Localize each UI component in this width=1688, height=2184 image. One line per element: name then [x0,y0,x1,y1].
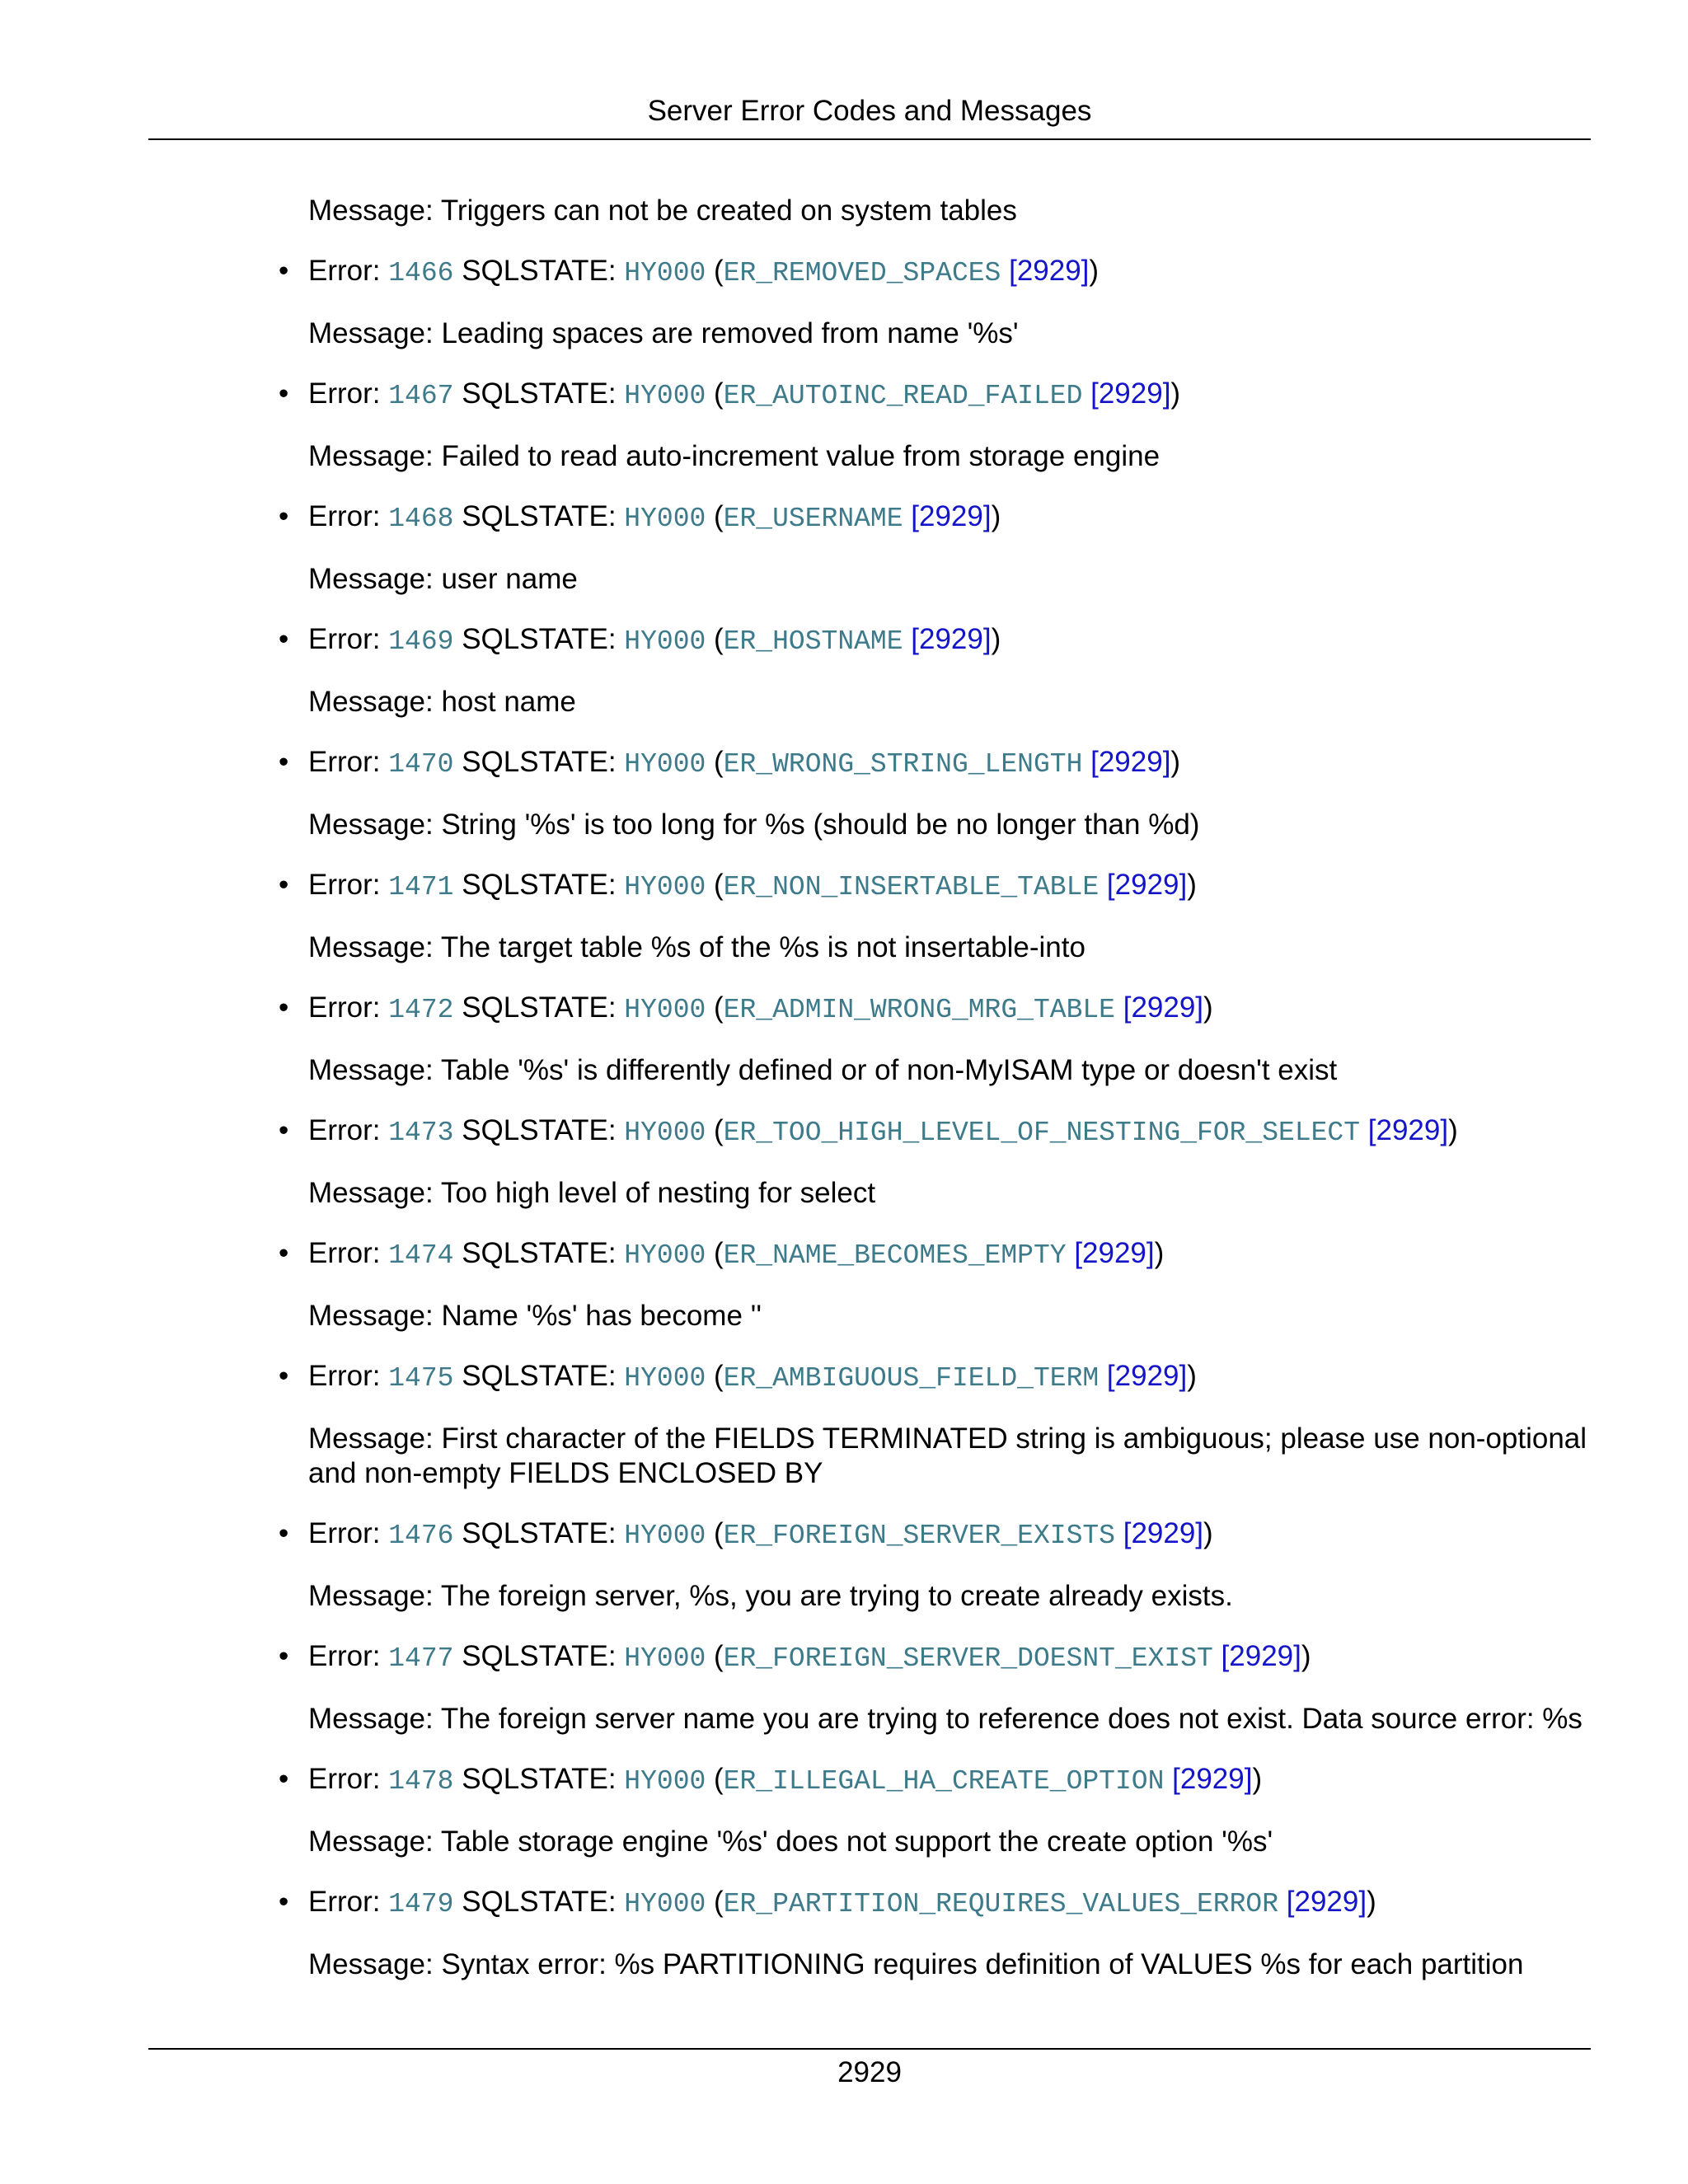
sqlstate-value[interactable]: HY000 [624,1889,706,1919]
error-label: Error: [308,991,389,1024]
page-reference-link[interactable]: [2929] [1123,991,1204,1024]
sqlstate-value[interactable]: HY000 [624,749,706,780]
sqlstate-value[interactable]: HY000 [624,1118,706,1148]
error-symbol[interactable]: ER_PARTITION_REQUIRES_VALUES_ERROR [723,1889,1279,1919]
page-reference-link[interactable]: [2929] [1172,1763,1253,1795]
error-message: Message: host name [308,686,576,718]
error-message: Message: Leading spaces are removed from name '%s' [308,317,1019,349]
error-label: Error: [308,255,389,287]
error-symbol[interactable]: ER_USERNAME [723,504,903,534]
sqlstate-label: SQLSTATE: [462,991,625,1024]
error-label: Error: [308,1640,389,1672]
error-code[interactable]: 1473 [388,1118,454,1148]
error-code[interactable]: 1477 [388,1643,454,1674]
error-line: • Error: 1466 SQLSTATE: HY000 (ER_REMOVED_SPACES [2929]) [279,255,1100,288]
error-message: Message: String '%s' is too long for %s (should be no longer than %d) [308,808,1200,841]
page-number: 2929 [837,2056,902,2088]
error-message: Message: user name [308,563,578,595]
bullet-icon: • [279,623,289,655]
page-reference-link[interactable]: [2929] [1106,1360,1188,1392]
error-line: • Error: 1469 SQLSTATE: HY000 (ER_HOSTNAME [2929]) [279,623,1001,657]
sqlstate-value[interactable]: HY000 [624,872,706,902]
error-message: Message: Name '%s' has become '' [308,1300,762,1332]
error-entry [279,1885,1591,1982]
error-entry [279,254,1591,351]
page-reference-link[interactable]: [2929] [1090,377,1171,410]
page-reference-link[interactable]: [2929] [1123,1517,1204,1549]
error-label: Error: [308,1886,389,1918]
error-code[interactable]: 1466 [388,258,454,288]
error-message: Message: The target table %s of the %s is not insertable-into [308,931,1085,963]
bullet-icon: • [279,500,289,532]
sqlstate-value[interactable]: HY000 [624,626,706,657]
sqlstate-value[interactable]: HY000 [624,504,706,534]
error-label: Error: [308,1763,389,1795]
bullet-icon: • [279,255,289,287]
error-label: Error: [308,1517,389,1549]
sqlstate-label: SQLSTATE: [462,255,625,287]
sqlstate-value[interactable]: HY000 [624,1766,706,1797]
error-line: • Error: 1478 SQLSTATE: HY000 (ER_ILLEGAL_HA_CREATE_OPTION [2929]) [279,1763,1263,1797]
error-entry [279,991,1591,1088]
sqlstate-label: SQLSTATE: [462,1114,625,1146]
sqlstate-label: SQLSTATE: [462,869,625,901]
error-message: Message: Failed to read auto-increment value from storage engine [308,440,1160,472]
error-code[interactable]: 1471 [388,872,454,902]
page-reference-link[interactable]: [2929] [1009,255,1090,287]
error-line: • Error: 1471 SQLSTATE: HY000 (ER_NON_INSERTABLE_TABLE [2929]) [279,869,1197,902]
error-symbol[interactable]: ER_TOO_HIGH_LEVEL_OF_NESTING_FOR_SELECT [723,1118,1361,1148]
sqlstate-value[interactable]: HY000 [624,381,706,411]
error-message: Message: Syntax error: %s PARTITIONING requires definition of VALUES %s for each partition [308,1948,1524,1980]
bullet-icon: • [279,1114,289,1146]
error-symbol[interactable]: ER_REMOVED_SPACES [723,258,1001,288]
error-symbol[interactable]: ER_HOSTNAME [723,626,903,657]
error-line: • Error: 1474 SQLSTATE: HY000 (ER_NAME_BECOMES_EMPTY [2929]) [279,1237,1165,1271]
error-entry [279,1113,1591,1211]
error-label: Error: [308,1360,389,1392]
bullet-icon: • [279,746,289,778]
error-entry [279,1639,1591,1736]
error-label: Error: [308,1114,389,1146]
error-symbol[interactable]: ER_AUTOINC_READ_FAILED [723,381,1083,411]
error-symbol[interactable]: ER_ADMIN_WRONG_MRG_TABLE [723,995,1115,1025]
error-symbol[interactable]: ER_ILLEGAL_HA_CREATE_OPTION [723,1766,1165,1797]
error-list-content [279,194,1591,1982]
error-code[interactable]: 1476 [388,1521,454,1551]
error-entry [279,868,1591,965]
header-rule [148,138,1591,140]
error-message: Message: First character of the FIELDS TERMINATED string is ambiguous; please use non-optional and non-empty FIELDS ENCLOSED BY [308,1422,1587,1489]
error-code[interactable]: 1474 [388,1240,454,1271]
bullet-icon: • [279,1517,289,1549]
error-label: Error: [308,1237,389,1269]
error-line: • Error: 1473 SQLSTATE: HY000 (ER_TOO_HIGH_LEVEL_OF_NESTING_FOR_SELECT [2929]) [279,1114,1458,1148]
error-entry [279,745,1591,842]
error-line: • Error: 1479 SQLSTATE: HY000 (ER_PARTITION_REQUIRES_VALUES_ERROR [2929]) [279,1886,1376,1919]
error-code[interactable]: 1467 [388,381,454,411]
sqlstate-value[interactable]: HY000 [624,995,706,1025]
error-symbol[interactable]: ER_NON_INSERTABLE_TABLE [723,872,1100,902]
error-symbol[interactable]: ER_NAME_BECOMES_EMPTY [723,1240,1067,1271]
error-line: • Error: 1470 SQLSTATE: HY000 (ER_WRONG_STRING_LENGTH [2929]) [279,746,1181,780]
error-line: • Error: 1467 SQLSTATE: HY000 (ER_AUTOINC_READ_FAILED [2929]) [279,377,1181,411]
error-message: Message: Table '%s' is differently defined or of non-MyISAM type or doesn't exist [308,1054,1338,1086]
sqlstate-label: SQLSTATE: [462,1763,625,1795]
error-line: • Error: 1476 SQLSTATE: HY000 (ER_FOREIGN_SERVER_EXISTS [2929]) [279,1517,1213,1551]
error-line: • Error: 1477 SQLSTATE: HY000 (ER_FOREIGN_SERVER_DOESNT_EXIST [2929]) [279,1640,1311,1674]
sqlstate-label: SQLSTATE: [462,1237,625,1269]
bullet-icon: • [279,1237,289,1269]
error-code[interactable]: 1469 [388,626,454,657]
sqlstate-value[interactable]: HY000 [624,1363,706,1394]
error-message: Message: The foreign server name you are trying to reference does not exist. Data source error: %s [308,1703,1582,1735]
error-line: • Error: 1475 SQLSTATE: HY000 (ER_AMBIGUOUS_FIELD_TERM [2929]) [279,1360,1197,1394]
sqlstate-value[interactable]: HY000 [624,1521,706,1551]
error-code[interactable]: 1472 [388,995,454,1025]
error-entry [279,377,1591,474]
bullet-icon: • [279,1886,289,1918]
error-entry [279,1762,1591,1859]
error-symbol[interactable]: ER_FOREIGN_SERVER_DOESNT_EXIST [723,1643,1213,1674]
bullet-icon: • [279,1640,289,1672]
sqlstate-label: SQLSTATE: [462,1640,625,1672]
sqlstate-label: SQLSTATE: [462,500,625,532]
error-entry-list [279,254,1591,1982]
page-reference-link[interactable]: [2929] [1106,869,1188,901]
page-header-title: Server Error Codes and Messages [647,95,1092,127]
sqlstate-value[interactable]: HY000 [624,258,706,288]
bullet-icon: • [279,1763,289,1795]
error-entry [279,1516,1591,1614]
error-message: Message: Too high level of nesting for select [308,1177,876,1209]
sqlstate-value[interactable]: HY000 [624,1240,706,1271]
page-reference-link[interactable]: [2929] [911,500,992,532]
error-label: Error: [308,500,389,532]
sqlstate-label: SQLSTATE: [462,1360,625,1392]
error-line: • Error: 1472 SQLSTATE: HY000 (ER_ADMIN_WRONG_MRG_TABLE [2929]) [279,991,1213,1025]
sqlstate-label: SQLSTATE: [462,1517,625,1549]
error-label: Error: [308,746,389,778]
error-symbol[interactable]: ER_WRONG_STRING_LENGTH [723,749,1083,780]
error-label: Error: [308,869,389,901]
error-entry [279,1359,1591,1491]
error-symbol[interactable]: ER_AMBIGUOUS_FIELD_TERM [723,1363,1100,1394]
error-code[interactable]: 1470 [388,749,454,780]
error-code[interactable]: 1478 [388,1766,454,1797]
bullet-icon: • [279,991,289,1024]
page-reference-link[interactable]: [2929] [911,623,992,655]
sqlstate-label: SQLSTATE: [462,377,625,410]
error-message: Message: Table storage engine '%s' does not support the create option '%s' [308,1825,1273,1858]
error-label: Error: [308,623,389,655]
bullet-icon: • [279,869,289,901]
page-reference-link[interactable]: [2929] [1367,1114,1449,1146]
error-code[interactable]: 1468 [388,504,454,534]
page-reference-link[interactable]: [2929] [1286,1886,1367,1918]
error-entry [279,622,1591,719]
error-line: • Error: 1468 SQLSTATE: HY000 (ER_USERNAME [2929]) [279,500,1001,534]
error-code[interactable]: 1479 [388,1889,454,1919]
page-reference-link[interactable]: [2929] [1090,746,1171,778]
error-label: Error: [308,377,389,410]
sqlstate-label: SQLSTATE: [462,623,625,655]
error-entry [279,499,1591,597]
sqlstate-value[interactable]: HY000 [624,1643,706,1674]
sqlstate-label: SQLSTATE: [462,1886,625,1918]
error-entry [279,1236,1591,1333]
error-message: Message: The foreign server, %s, you are trying to create already exists. [308,1580,1233,1612]
error-symbol[interactable]: ER_FOREIGN_SERVER_EXISTS [723,1521,1115,1551]
sqlstate-label: SQLSTATE: [462,746,625,778]
bullet-icon: • [279,1360,289,1392]
bullet-icon: • [279,377,289,410]
page-reference-link[interactable]: [2929] [1074,1237,1155,1269]
error-code[interactable]: 1475 [388,1363,454,1394]
intro-message: Message: Triggers can not be created on system tables [308,194,1017,227]
page-reference-link[interactable]: [2929] [1221,1640,1301,1672]
